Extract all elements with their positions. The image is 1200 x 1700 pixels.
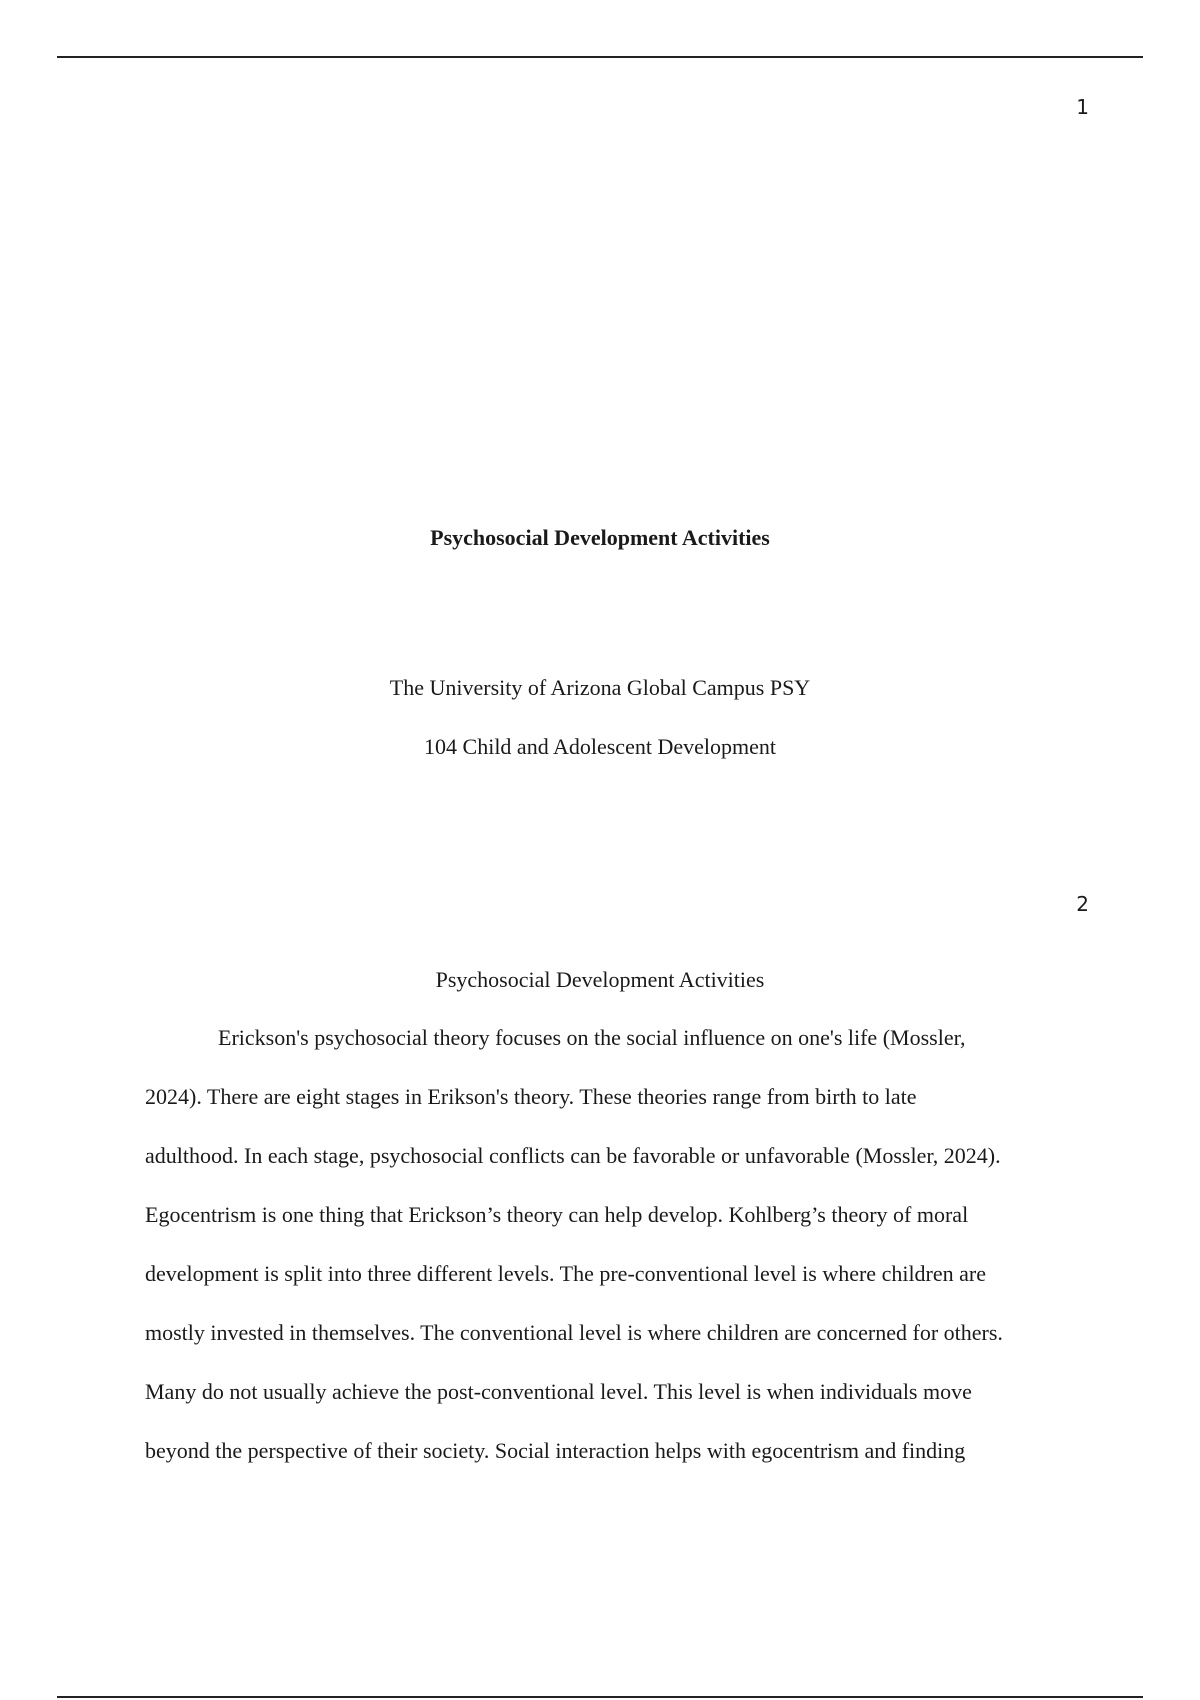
affiliation-line-2: 104 Child and Adolescent Development (424, 734, 776, 759)
paragraph-line: adulthood. In each stage, psychosocial conflicts can be favorable or unfavorable (Mossler, 2024). (145, 1143, 1001, 1168)
page-number: 1 (1076, 95, 1089, 119)
paragraph-line: mostly invested in themselves. The conventional level is where children are concerned for others. (145, 1320, 1003, 1345)
page-top-rule (57, 56, 1143, 58)
body-paragraph (145, 1008, 1095, 1480)
paragraph-line: Egocentrism is one thing that Erickson’s theory can help develop. Kohlberg’s theory of moral (145, 1202, 969, 1227)
paragraph-line: Many do not usually achieve the post-conventional level. This level is when individuals move (145, 1379, 972, 1404)
paragraph-line: development is split into three different levels. The pre-conventional level is where children are (145, 1261, 987, 1286)
paragraph-line: beyond the perspective of their society. Social interaction helps with egocentrism and finding (145, 1438, 966, 1463)
body-page-heading: Psychosocial Development Activities (435, 967, 765, 992)
title-page-heading: Psychosocial Development Activities (430, 525, 770, 550)
paragraph-line: 2024). There are eight stages in Erikson's theory. These theories range from birth to late (145, 1084, 917, 1109)
page-number: 2 (1076, 892, 1089, 916)
affiliation-line-1: The University of Arizona Global Campus PSY (389, 675, 811, 700)
paragraph-line: Erickson's psychosocial theory focuses on the social influence on one's life (Mossler, (218, 1025, 966, 1050)
page-bottom-rule (57, 1696, 1143, 1698)
